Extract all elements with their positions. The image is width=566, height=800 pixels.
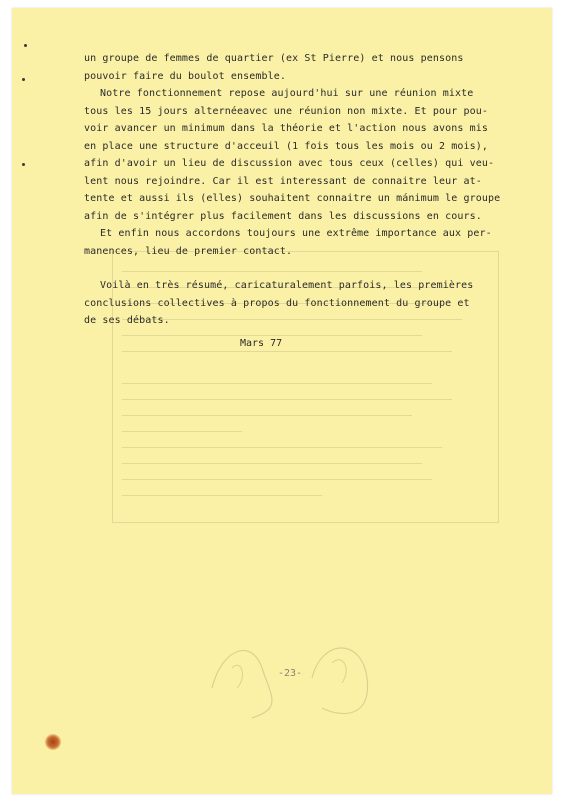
rust-stain	[45, 734, 61, 750]
document-body	[84, 50, 524, 330]
paragraph: Notre fonctionnement repose aujourd'hui sur une réunion mixte tous les 15 jours alternéeavec une réunion non mixte. Et pour pou- voir avancer un minimum dans la théorie et l'action nous avons mis en place une structure d'acceuil (1 fois tous les mois ou 2 mois), afin d'avoir un lieu de discussion avec tous ceux (celles) qui veu- lent nous rejoindre. Car il est interessant de connaitre leur at- tente et aussi ils (elles) souhaitent connaitre un mánimum le groupe afin de s'intégrer plus facilement dans les discussions en cours.	[84, 88, 501, 222]
page-number: -23-	[278, 668, 303, 679]
paragraph: Voilà en très résumé, caricaturalement parfois, les premières conclusions collectives à propos du fonctionnement du groupe et de ses débats.	[84, 280, 474, 326]
date-line: Mars 77	[240, 338, 283, 349]
punch-mark	[22, 78, 25, 81]
paper-sheet	[12, 8, 552, 794]
paragraph: un groupe de femmes de quartier (ex St Pierre) et nous pensons pouvoir faire du boulot ensemble.	[84, 53, 464, 82]
punch-mark	[22, 163, 25, 166]
paragraph: Et enfin nous accordons toujours une extrême importance aux per- manences, lieu de premier contact.	[84, 228, 492, 257]
punch-mark	[24, 44, 27, 47]
